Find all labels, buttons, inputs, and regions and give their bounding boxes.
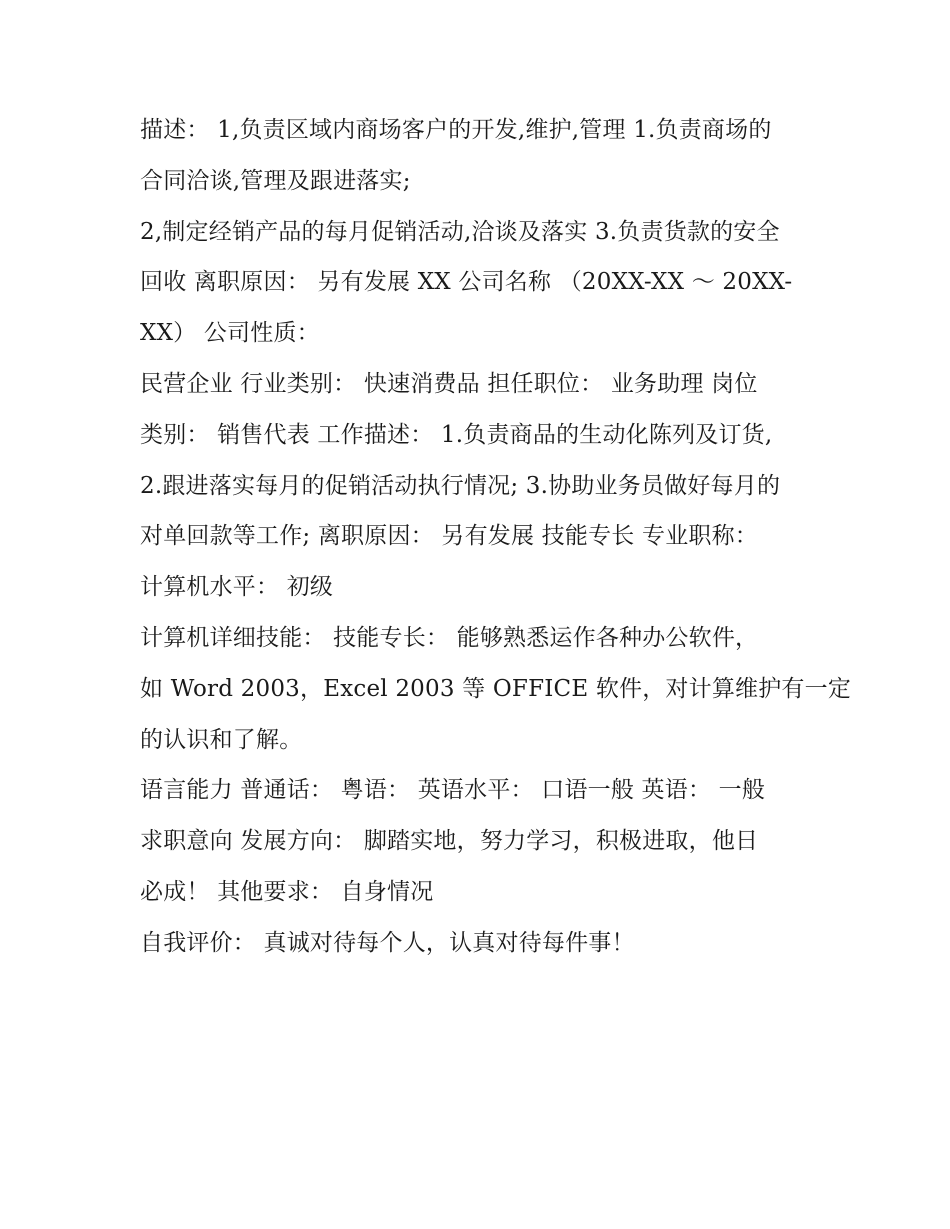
text-line-7: 类别： 销售代表 工作描述： 1.负责商品的生动化陈列及订货, [140,421,773,448]
text-line-10: 计算机水平： 初级 [140,574,334,601]
text-line-15: 求职意向 发展方向： 脚踏实地，努力学习，积极进取，他日 [140,828,759,855]
text-line-2: 合同洽谈,管理及跟进落实; [140,167,411,194]
text-line-12: 如 Word 2003，Excel 2003 等 OFFICE 软件，对计算维护有一定 [140,675,852,702]
text-line-14: 语言能力 普通话： 粤语： 英语水平： 口语一般 英语： 一般 [140,777,766,804]
text-line-3: 2,制定经销产品的每月促销活动,洽谈及落实 3.负责货款的安全 [140,218,780,245]
text-line-4: 回收 离职原因： 另有发展 XX 公司名称 （20XX-XX ～ 20XX- [140,269,793,296]
document-body [140,105,852,969]
text-line-1: 描述： 1,负责区域内商场客户的开发,维护,管理 1.负责商场的 [140,117,772,143]
text-line-5: XX） 公司性质： [140,320,320,347]
text-line-6: 民营企业 行业类别： 快速消费品 担任职位： 业务助理 岗位 [140,370,758,397]
text-line-11: 计算机详细技能： 技能专长： 能够熟悉运作各种办公软件， [140,624,759,651]
text-line-8: 2.跟进落实每月的促销活动执行情况; 3.协助业务员做好每月的 [140,472,781,499]
text-line-16: 必成！ 其他要求： 自身情况 [140,878,434,905]
text-line-9: 对单回款等工作; 离职原因： 另有发展 技能专长 专业职称： [140,523,758,550]
text-line-13: 的认识和了解。 [140,726,303,753]
text-line-17: 自我评价： 真诚对待每个人，认真对待每件事！ [140,929,635,956]
